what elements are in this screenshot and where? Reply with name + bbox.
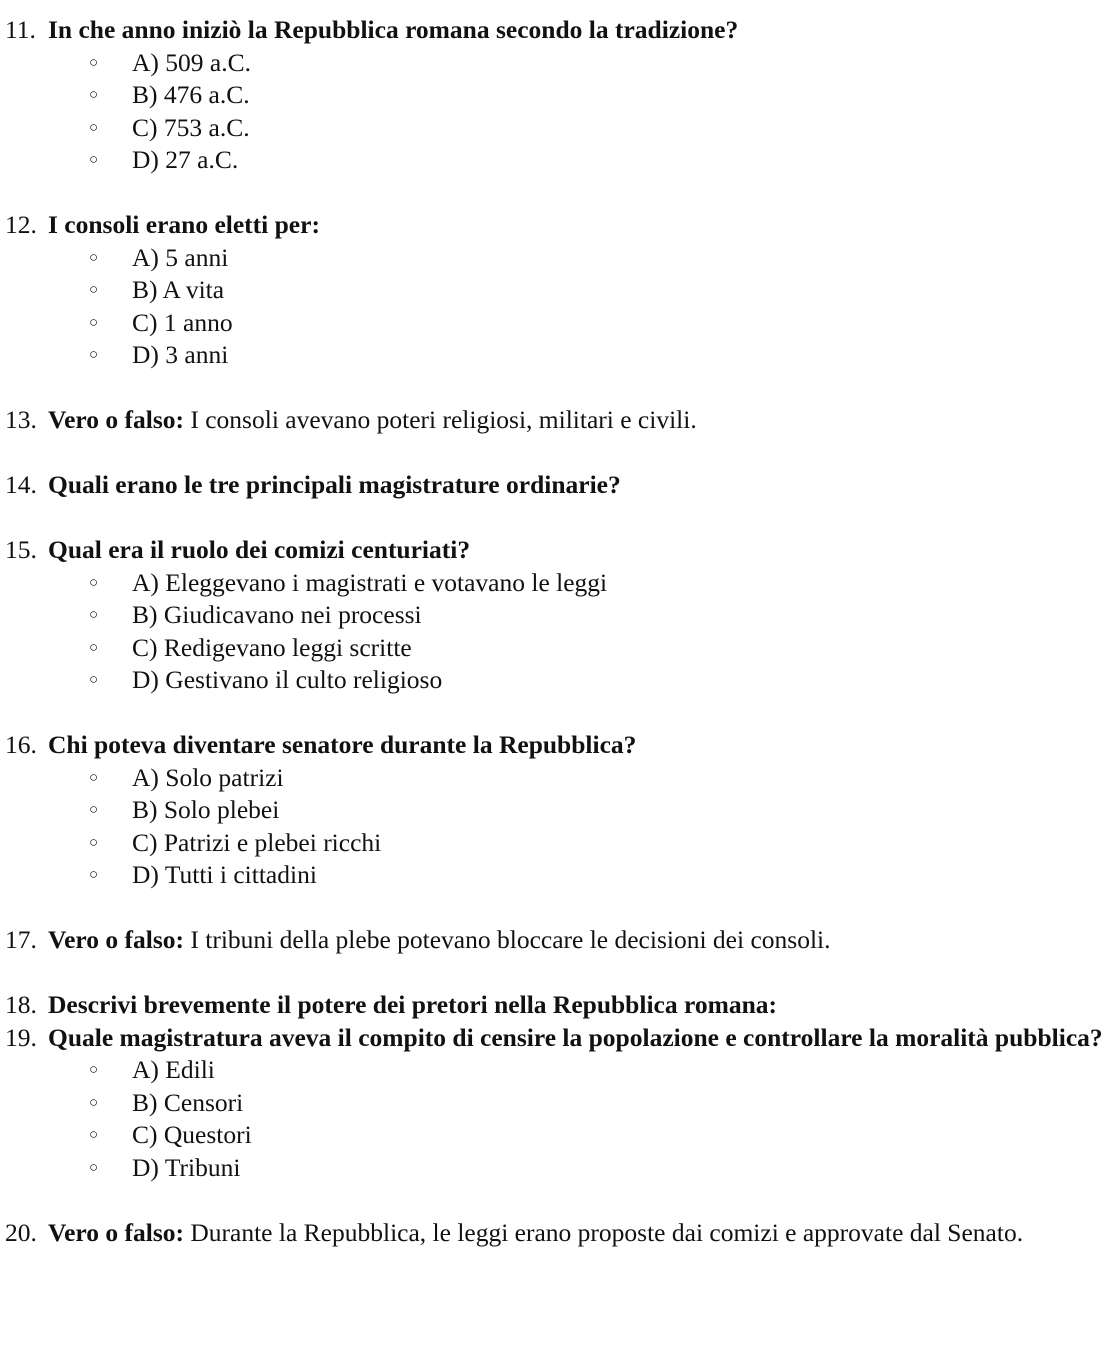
option-item bbox=[0, 47, 1119, 80]
question-text bbox=[0, 14, 1119, 47]
circle-bullet-icon: ○ bbox=[89, 769, 99, 786]
option-item bbox=[0, 144, 1119, 177]
option-label: A) Eleggevano i magistrati e votavano le leggi bbox=[132, 567, 608, 597]
option-label: C) Redigevano leggi scritte bbox=[132, 632, 412, 662]
circle-bullet-icon: ○ bbox=[89, 1159, 99, 1176]
question-block bbox=[0, 404, 1119, 437]
spacer bbox=[0, 1184, 1119, 1217]
options-list bbox=[0, 1054, 1119, 1184]
option-item bbox=[0, 274, 1119, 307]
circle-bullet-icon: ○ bbox=[89, 639, 99, 656]
option-item bbox=[0, 1119, 1119, 1152]
question-bold-text: Quale magistratura aveva il compito di censire la popolazione e controllare la moralità pubblica? bbox=[48, 1022, 1103, 1052]
circle-bullet-icon: ○ bbox=[89, 347, 99, 363]
circle-bullet-icon: ○ bbox=[89, 87, 99, 103]
question-block bbox=[0, 729, 1119, 892]
question-text bbox=[0, 1217, 1119, 1250]
question-block bbox=[0, 534, 1119, 697]
question-number: 15. bbox=[5, 535, 37, 564]
question-plain-text: Durante la Repubblica, le leggi erano proposte dai comizi e approvate dal Senato. bbox=[184, 1217, 1024, 1247]
option-label: A) 5 anni bbox=[132, 242, 229, 272]
option-item bbox=[0, 599, 1119, 632]
option-item bbox=[0, 79, 1119, 112]
circle-bullet-icon: ○ bbox=[89, 152, 99, 168]
option-label: C) Patrizi e plebei ricchi bbox=[132, 827, 382, 857]
circle-bullet-icon: ○ bbox=[89, 1094, 99, 1111]
spacer bbox=[0, 372, 1119, 405]
question-bold-text: Vero o falso: bbox=[48, 1217, 184, 1247]
option-item bbox=[0, 1054, 1119, 1087]
question-number: 13. bbox=[5, 405, 37, 434]
option-label: B) 476 a.C. bbox=[132, 80, 250, 109]
option-label: B) Censori bbox=[132, 1087, 244, 1117]
question-text bbox=[0, 924, 1119, 957]
circle-bullet-icon: ○ bbox=[89, 249, 99, 266]
option-label: B) Giudicavano nei processi bbox=[132, 600, 422, 629]
options-list bbox=[0, 47, 1119, 177]
spacer bbox=[0, 697, 1119, 730]
option-item bbox=[0, 1087, 1119, 1120]
question-text bbox=[0, 729, 1119, 762]
option-item bbox=[0, 632, 1119, 665]
option-label: B) A vita bbox=[132, 275, 225, 304]
question-text bbox=[0, 534, 1119, 567]
option-item bbox=[0, 762, 1119, 795]
option-item bbox=[0, 827, 1119, 860]
option-label: C) 753 a.C. bbox=[132, 112, 250, 142]
spacer bbox=[0, 892, 1119, 925]
circle-bullet-icon: ○ bbox=[89, 802, 99, 818]
circle-bullet-icon: ○ bbox=[89, 1127, 99, 1143]
options-list bbox=[0, 762, 1119, 892]
question-block bbox=[0, 989, 1119, 1022]
question-number: 11. bbox=[5, 15, 36, 44]
question-bold-text: Vero o falso: bbox=[48, 925, 184, 954]
option-item bbox=[0, 112, 1119, 145]
option-item bbox=[0, 794, 1119, 827]
option-label: D) Tutti i cittadini bbox=[132, 860, 317, 889]
question-number: 12. bbox=[5, 210, 37, 239]
circle-bullet-icon: ○ bbox=[89, 867, 99, 883]
option-item bbox=[0, 859, 1119, 892]
option-label: B) Solo plebei bbox=[132, 795, 280, 824]
question-text bbox=[0, 209, 1119, 242]
question-number: 14. bbox=[5, 470, 37, 499]
question-text bbox=[0, 404, 1119, 437]
question-number: 17. bbox=[5, 925, 37, 954]
circle-bullet-icon: ○ bbox=[89, 282, 99, 298]
option-item bbox=[0, 567, 1119, 600]
spacer bbox=[0, 502, 1119, 535]
option-label: D) Gestivano il culto religioso bbox=[132, 665, 443, 694]
option-label: C) Questori bbox=[132, 1120, 252, 1149]
question-block bbox=[0, 469, 1119, 502]
circle-bullet-icon: ○ bbox=[89, 1062, 99, 1078]
question-plain-text: I tribuni della plebe potevano bloccare le decisioni dei consoli. bbox=[184, 925, 831, 954]
question-text bbox=[0, 1022, 1119, 1055]
question-block bbox=[0, 1022, 1119, 1185]
question-text bbox=[0, 469, 1119, 502]
question-plain-text: I consoli avevano poteri religiosi, militari e civili. bbox=[184, 405, 697, 434]
spacer bbox=[0, 957, 1119, 990]
question-bold-text: Qual era il ruolo dei comizi centuriati? bbox=[48, 535, 471, 564]
option-label: A) 509 a.C. bbox=[132, 47, 251, 77]
question-number: 20. bbox=[5, 1217, 37, 1247]
question-number: 19. bbox=[5, 1022, 37, 1052]
options-list bbox=[0, 242, 1119, 372]
option-label: C) 1 anno bbox=[132, 307, 233, 337]
circle-bullet-icon: ○ bbox=[89, 574, 99, 591]
spacer bbox=[0, 437, 1119, 470]
option-item bbox=[0, 1152, 1119, 1185]
question-bold-text: Vero o falso: bbox=[48, 405, 184, 434]
spacer bbox=[0, 177, 1119, 210]
question-bold-text: Quali erano le tre principali magistrature ordinarie? bbox=[48, 470, 621, 499]
circle-bullet-icon: ○ bbox=[89, 834, 99, 851]
question-block bbox=[0, 14, 1119, 177]
options-list bbox=[0, 567, 1119, 697]
option-label: D) 3 anni bbox=[132, 340, 229, 369]
question-bold-text: Chi poteva diventare senatore durante la Repubblica? bbox=[48, 730, 637, 759]
circle-bullet-icon: ○ bbox=[89, 607, 99, 623]
option-label: D) Tribuni bbox=[132, 1152, 241, 1182]
question-number: 18. bbox=[5, 990, 37, 1019]
option-label: A) Solo patrizi bbox=[132, 762, 284, 792]
option-label: D) 27 a.C. bbox=[132, 145, 239, 174]
question-number: 16. bbox=[5, 730, 37, 759]
option-item bbox=[0, 242, 1119, 275]
question-bold-text: In che anno iniziò la Repubblica romana secondo la tradizione? bbox=[48, 15, 739, 44]
option-item bbox=[0, 664, 1119, 697]
option-item bbox=[0, 339, 1119, 372]
question-block bbox=[0, 924, 1119, 957]
option-item bbox=[0, 307, 1119, 340]
question-bold-text: Descrivi brevemente il potere dei pretori nella Repubblica romana: bbox=[48, 990, 778, 1019]
question-text bbox=[0, 989, 1119, 1022]
question-bold-text: I consoli erano eletti per: bbox=[48, 210, 320, 239]
question-block bbox=[0, 1217, 1119, 1250]
circle-bullet-icon: ○ bbox=[89, 54, 99, 71]
circle-bullet-icon: ○ bbox=[89, 314, 99, 331]
circle-bullet-icon: ○ bbox=[89, 119, 99, 136]
question-block bbox=[0, 209, 1119, 372]
option-label: A) Edili bbox=[132, 1055, 215, 1084]
circle-bullet-icon: ○ bbox=[89, 672, 99, 688]
